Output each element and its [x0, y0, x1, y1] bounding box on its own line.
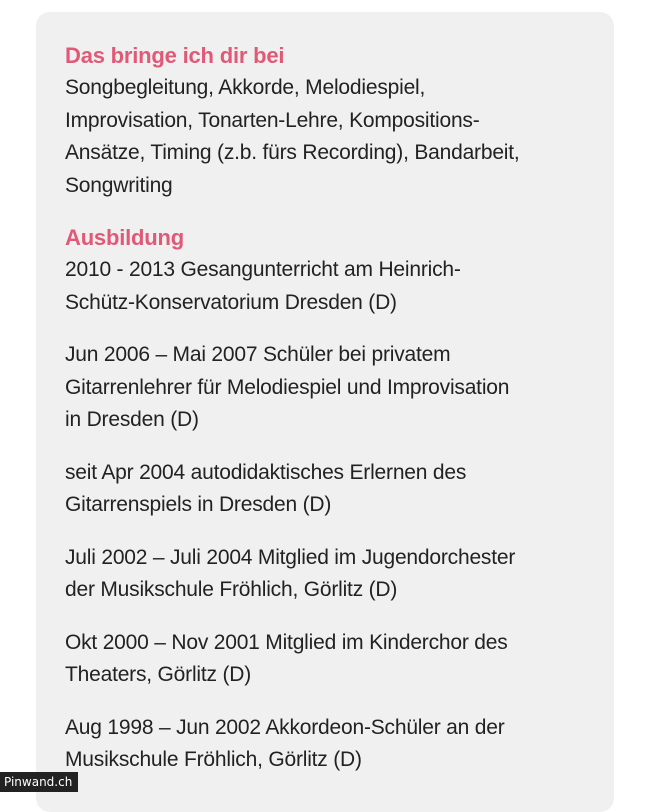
- education-heading: Ausbildung: [65, 222, 586, 254]
- offer-line: Songwriting: [65, 170, 586, 203]
- education-entry-line: Theaters, Görlitz (D): [65, 659, 586, 692]
- education-entry-line: 2010 - 2013 Gesangunterricht am Heinrich-: [65, 254, 586, 287]
- offer-heading: Das bringe ich dir bei: [65, 40, 586, 72]
- education-entry-line: Aug 1998 – Jun 2002 Akkordeon-Schüler an der: [65, 712, 586, 745]
- profile-card: [36, 12, 614, 812]
- education-entry: [65, 627, 586, 692]
- education-entry: [65, 712, 586, 777]
- education-entry-line: Gitarrenspiels in Dresden (D): [65, 489, 586, 522]
- education-entry-line: Schütz-Konservatorium Dresden (D): [65, 287, 586, 320]
- education-entry-line: Okt 2000 – Nov 2001 Mitglied im Kinderchor des: [65, 627, 586, 660]
- education-entry-line: Juli 2002 – Juli 2004 Mitglied im Jugendorchester: [65, 542, 586, 575]
- offer-line: Ansätze, Timing (z.b. fürs Recording), Bandarbeit,: [65, 137, 586, 170]
- education-entry-line: in Dresden (D): [65, 404, 586, 437]
- education-entry-line: Gitarrenlehrer für Melodiespiel und Improvisation: [65, 372, 586, 405]
- section-spacer: [65, 202, 586, 222]
- education-entry: [65, 542, 586, 607]
- education-list: [65, 254, 586, 777]
- education-entry: [65, 254, 586, 319]
- education-entry-line: der Musikschule Fröhlich, Görlitz (D): [65, 574, 586, 607]
- watermark-label: Pinwand.ch: [0, 772, 78, 792]
- education-entry-line: seit Apr 2004 autodidaktisches Erlernen des: [65, 457, 586, 490]
- offer-line: Improvisation, Tonarten-Lehre, Kompositions-: [65, 105, 586, 138]
- education-entry-line: Jun 2006 – Mai 2007 Schüler bei privatem: [65, 339, 586, 372]
- offer-text: [65, 72, 586, 202]
- education-entry-line: Musikschule Fröhlich, Görlitz (D): [65, 744, 586, 777]
- offer-line: Songbegleitung, Akkorde, Melodiespiel,: [65, 72, 586, 105]
- education-entry: [65, 339, 586, 437]
- education-entry: [65, 457, 586, 522]
